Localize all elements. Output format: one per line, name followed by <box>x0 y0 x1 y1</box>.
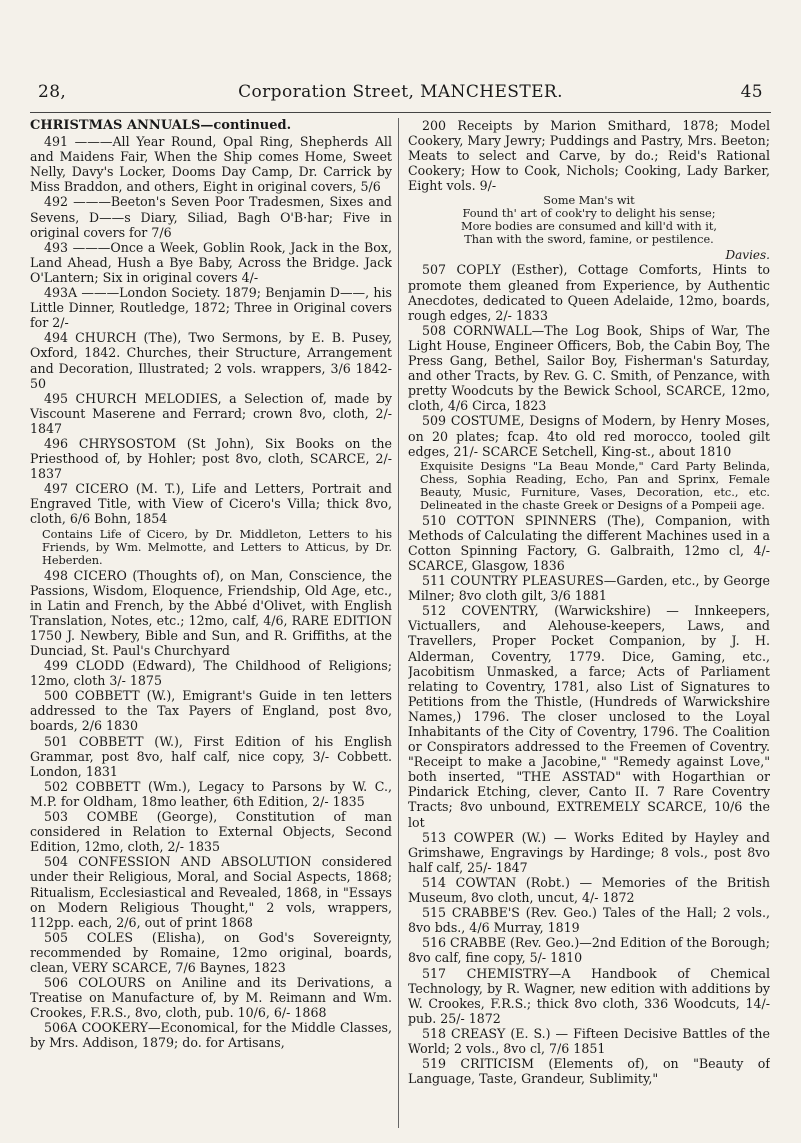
catalogue-entry: 515 CRABBE'S (Rev. Geo.) Tales of the Hall; 2 vols., 8vo bds., 4/6 Murray, 1819 <box>408 905 770 936</box>
page-number-right: 45 <box>740 82 763 102</box>
verse-line: Than with the sword, famine, or pestilence. <box>464 233 714 247</box>
catalogue-entry: 519 CRITICISM (Elements of), on "Beauty of Language, Taste, Grandeur, Sublimity," <box>408 1056 770 1087</box>
catalogue-entry: 493 ———Once a Week, Goblin Rook, Jack in the Box, Land Ahead, Hush a Bye Baby, Across the Bridge. Jack O'Lantern; Six in original covers 4/- <box>30 239 392 285</box>
catalogue-entry: 498 CICERO (Thoughts of), on Man, Conscience, the Passions, Wisdom, Eloquence, Friendship, Old Age, etc., in Latin and French, by the Abbé d'Olivet, with English Translation, Notes, etc.; 12mo, calf, 4/6, RARE EDITION 1750 J. Newbery, Bible and Sun, and R. Griffiths, at the Dunciad, St. Paul's Churchyard <box>30 567 392 658</box>
catalogue-entry: 509 COSTUME, Designs of Modern, by Henry Moses, on 20 plates; fcap. 4to old red morocco, tooled gilt edges, 21/- SCARCE Setchell, King-st., about 1810 <box>408 413 770 459</box>
verse-line: Some Man's wit <box>543 194 635 208</box>
catalogue-entry: 506 COLOURS on Aniline and its Derivations, a Treatise on Manufacture of, by M. Reimann and Wm. Crookes, F.R.S., 8vo, cloth, pub. 10/6, 6/- 1868 <box>30 975 392 1021</box>
left-column <box>30 118 392 1130</box>
catalogue-entry: 518 CREASY (E. S.) — Fifteen Decisive Battles of the World; 2 vols., 8vo cl, 7/6 1851 <box>408 1025 770 1056</box>
page-header <box>30 82 771 106</box>
catalogue-entry: 506A COOKERY—Economical, for the Middle Classes, by Mrs. Addison, 1879; do. for Artisans, <box>30 1020 392 1051</box>
column-divider <box>398 118 399 1128</box>
catalogue-entry: 510 COTTON SPINNERS (The), Companion, with Methods of Calculating the different Machines used in a Cotton Spinning Factory, G. Galbraith, 12mo cl, 4/- SCARCE, Glasgow, 1836 <box>408 512 770 573</box>
catalogue-entry: 496 CHRYSOSTOM (St John), Six Books on the Priesthood of, by Hohler; post 8vo, cloth, SCARCE, 2/- 1837 <box>30 435 392 482</box>
right-column <box>408 118 770 1130</box>
catalogue-entry: 494 CHURCH (The), Two Sermons, by E. B. Pusey, Oxford, 1842. Churches, their Structure, Arrangement and Decoration, Illustrated; 2 vols. wrappers, 3/6 1842-50 <box>30 330 392 391</box>
catalogue-entry: 500 COBBETT (W.), Emigrant's Guide in ten letters addressed to the Tax Payers of England, post 8vo, boards, 2/6 1830 <box>30 688 392 734</box>
catalogue-entry: 504 CONFESSION AND ABSOLUTION considered under their Religious, Moral, and Social Aspects, 1868; Ritualism, Ecclesiastical and Revealed, 1868, in "Essays on Modern Religious Thought," 2 vols, wrappers, 112pp. each, 2/6, out of print 1868 <box>30 854 392 930</box>
catalogue-entry: 200 Receipts by Marion Smithard, 1878; Model Cookery, Mary Jewry; Puddings and Pastry, Mrs. Beeton; Meats to select and Carve, by do.; Reid's Rational Cookery; How to Cook, Nichols; Cooking, Lady Barker, Eight vols. 9/- <box>408 118 770 194</box>
page-number-left: 28, <box>38 82 67 102</box>
catalogue-entry: 513 COWPER (W.) — Works Edited by Hayley and Grimshawe, Engravings by Hardinge; 8 vols., post 8vo half calf, 25/- 1847 <box>408 829 770 875</box>
verse-line: Found th' art of cook'ry to delight his sense; <box>462 207 716 221</box>
catalogue-entry: 516 CRABBE (Rev. Geo.)—2nd Edition of the Borough; 8vo calf, fine copy, 5/- 1810 <box>408 935 770 966</box>
verse-author: Davies. <box>725 248 770 263</box>
catalogue-entry: 505 COLES (Elisha), on God's Sovereignty, recommended by Romaine, 12mo original, boards, clean, VERY SCARCE, 7/6 Baynes, 1823 <box>30 929 392 975</box>
running-title: Corporation Street, MANCHESTER. <box>238 82 563 102</box>
entry-note: Exquisite Designs "La Beau Monde," Card Party Belinda, Chess, Sophia Reading, Echo, Pan and Sprinx, Female Beauty, Music, Furniture, Vases, Decoration, etc., etc. Delineated in the chaste Greek or Designs of a Pompeii age. <box>420 459 770 512</box>
entry-note: Contains Life of Cicero, by Dr. Middleton, Letters to his Friends, by Wm. Melmotte, and Letters to Atticus, by Dr. Heberden. <box>42 527 392 567</box>
catalogue-entry: 514 COWTAN (Robt.) — Memories of the British Museum, 8vo cloth, uncut, 4/- 1872 <box>408 874 770 906</box>
catalogue-entry: 507 COPLY (Esther), Cottage Comforts, Hints to promote them gleaned from Experience, by Authentic Anecdotes, dedicated to Queen Adelaide, 12mo, boards, rough edges, 2/- 1833 <box>408 262 770 323</box>
catalogue-entry: 491 ———All Year Round, Opal Ring, Shepherds All and Maidens Fair, When the Ship comes Home, Sweet Nelly, Davy's Locker, Dooms Day Camp, Dr. Carrick by Miss Braddon, and others, Eight in original covers, 5/6 <box>30 134 392 195</box>
section-heading: CHRISTMAS ANNUALS—continued. <box>30 118 292 133</box>
catalogue-entry: 492 ———Beeton's Seven Poor Tradesmen, Sixes and Sevens, D——s Diary, Siliad, Bagh O'B·har; Five in original covers for 7/6 <box>30 194 392 240</box>
verse-line: More bodies are consumed and kill'd with it, <box>461 220 717 234</box>
catalogue-entry: 503 COMBE (George), Constitution of man considered in Relation to External Objects, Second Edition, 12mo, cloth, 2/- 1835 <box>30 809 392 855</box>
catalogue-entry: 517 CHEMISTRY—A Handbook of Chemical Technology, by R. Wagner, new edition with additions by W. Crookes, F.R.S.; thick 8vo cloth, 336 Woodcuts, 14/- pub. 25/- 1872 <box>408 965 770 1026</box>
catalogue-entry: 501 COBBETT (W.), First Edition of his English Grammar, post 8vo, half calf, nice copy, 3/- Cobbett. London, 1831 <box>30 733 392 779</box>
catalogue-entry: 512 COVENTRY, (Warwickshire) — Innkeepers, Victuallers, and Alehouse-keepers, Laws, and Travellers, Proper Pocket Companion, by J. H. Alderman, Coventry, 1779. Dice, Gaming, etc., Jacobitism Unmasked, a farce; Acts of Parliament relating to Coventry, 1781, also List of Signatures to Petitions from the Thistle, (Hundreds of Warwickshire Names,) 1796. The closer unclosed to the Loyal Inhabitants of the City of Coventry, 1796. The Coalition or Conspirators addressed to the Freemen of Coventry. "Receipt to make a Jacobine," "Remedy against Love," both inserted, "THE ASSTAD" with Hogarthian or Pindarick Etching, clever, Canto II. 7 Rare Coventry Tracts; 8vo unbound, EXTREMELY SCARCE, 10/6 the lot <box>408 603 770 830</box>
catalogue-entry: 493A ———London Society. 1879; Benjamin D——, his Little Dinner, Routledge, 1872; Three in Original covers for 2/- <box>30 285 392 331</box>
catalogue-entry: 499 CLODD (Edward), The Childhood of Religions; 12mo, cloth 3/- 1875 <box>30 658 392 689</box>
catalogue-entry: 511 COUNTRY PLEASURES—Garden, etc., by George Milner; 8vo cloth gilt, 3/6 1881 <box>408 573 770 604</box>
catalogue-entry: 497 CICERO (M. T.), Life and Letters, Portrait and Engraved Title, with View of Cicero's Villa; thick 8vo, cloth, 6/6 Bohn, 1854 <box>30 481 392 527</box>
header-rule <box>30 112 771 113</box>
catalogue-entry: 502 COBBETT (Wm.), Legacy to Parsons by W. C., M.P. for Oldham, 18mo leather, 6th Edition, 2/- 1835 <box>30 778 392 809</box>
catalogue-entry: 495 CHURCH MELODIES, a Selection of, made by Viscount Maserene and Ferrard; crown 8vo, cloth, 2/- 1847 <box>30 390 392 436</box>
verse-quote <box>408 194 770 246</box>
catalogue-entry: 508 CORNWALL—The Log Book, Ships of War, The Light House, Engineer Officers, Bob, the Cabin Boy, The Press Gang, Bethel, Sailor Boy, Fisherman's Saturday, and other Tracts, by Rev. G. C. Smith, of Penzance, with pretty Woodcuts by the Bewick School, SCARCE, 12mo, cloth, 4/6 Circa, 1823 <box>408 322 770 414</box>
